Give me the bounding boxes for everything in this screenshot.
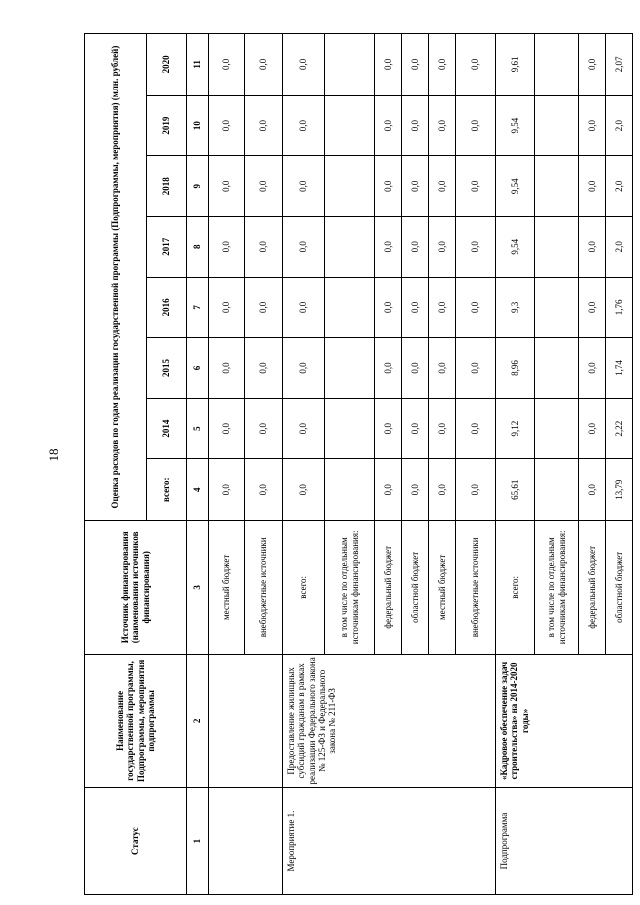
value-cell: 0,0 xyxy=(579,34,606,96)
source-cell: федеральный бюджет xyxy=(375,521,402,655)
value-cell: 0,0 xyxy=(245,459,283,521)
value-cell: 65,61 xyxy=(496,459,535,521)
header-year: 2018 xyxy=(147,156,187,217)
column-number: 11 xyxy=(187,34,209,96)
value-cell: 0,0 xyxy=(456,398,496,459)
value-cell: 9,61 xyxy=(496,34,535,96)
value-cell: 0,0 xyxy=(209,34,245,96)
value-cell: 0,0 xyxy=(375,459,402,521)
value-cell: 0,0 xyxy=(402,398,429,459)
source-cell: в том числе по отдельным источникам финансирования: xyxy=(325,521,375,655)
column-number: 3 xyxy=(187,521,209,655)
value-cell: 0,0 xyxy=(579,277,606,338)
value-cell: 0,0 xyxy=(579,216,606,277)
value-cell: 9,54 xyxy=(496,216,535,277)
table-row xyxy=(209,34,245,895)
header-year: 2016 xyxy=(147,277,187,338)
value-cell: 9,54 xyxy=(496,95,535,156)
value-cell: 0,0 xyxy=(456,95,496,156)
value-cell: 0,0 xyxy=(579,95,606,156)
value-cell: 0,0 xyxy=(209,277,245,338)
value-cell xyxy=(535,95,579,156)
value-cell: 0,0 xyxy=(375,216,402,277)
header-name: Наименование государственной программы, Подпрограммы, мероприятия подпрограммы xyxy=(85,654,187,788)
value-cell: 0,0 xyxy=(375,34,402,96)
table-row xyxy=(496,34,535,895)
value-cell xyxy=(535,156,579,217)
column-number: 10 xyxy=(187,95,209,156)
value-cell: 0,0 xyxy=(245,216,283,277)
value-cell: 9,12 xyxy=(496,398,535,459)
value-cell: 13,79 xyxy=(606,459,633,521)
value-cell: 0,0 xyxy=(579,338,606,399)
value-cell: 0,0 xyxy=(375,156,402,217)
value-cell: 0,0 xyxy=(429,459,456,521)
value-cell: 0,0 xyxy=(429,338,456,399)
value-cell: 0,0 xyxy=(245,338,283,399)
column-number: 9 xyxy=(187,156,209,217)
name-cell: «Кадровое обеспечение задач строительства» на 2014-2020 годы» xyxy=(496,654,633,788)
name-cell xyxy=(209,654,283,788)
value-cell: 0,0 xyxy=(245,95,283,156)
value-cell xyxy=(325,95,375,156)
value-cell: 0,0 xyxy=(245,156,283,217)
value-cell: 0,0 xyxy=(456,34,496,96)
value-cell: 0,0 xyxy=(375,398,402,459)
value-cell xyxy=(325,156,375,217)
value-cell xyxy=(325,277,375,338)
value-cell: 0,0 xyxy=(402,156,429,217)
status-cell: Подпрограмма xyxy=(496,788,633,895)
value-cell: 0,0 xyxy=(209,216,245,277)
value-cell: 0,0 xyxy=(429,216,456,277)
name-cell: Предоставление жилищных субсидий гражданам в рамках реализации Федерального закона № 125-ФЗ и Федерального закона № 211-ФЗ xyxy=(283,654,496,788)
column-number: 1 xyxy=(187,788,209,895)
value-cell: 0,0 xyxy=(245,34,283,96)
header-year: 2015 xyxy=(147,338,187,399)
source-cell: внебюджетные источники xyxy=(245,521,283,655)
value-cell xyxy=(325,34,375,96)
value-cell: 0,0 xyxy=(429,95,456,156)
table-body xyxy=(85,34,633,895)
source-cell: местный бюджет xyxy=(209,521,245,655)
table-row xyxy=(283,34,325,895)
value-cell: 0,0 xyxy=(283,398,325,459)
source-cell: местный бюджет xyxy=(429,521,456,655)
value-cell: 0,0 xyxy=(456,338,496,399)
value-cell: 0,0 xyxy=(245,398,283,459)
value-cell: 1,74 xyxy=(606,338,633,399)
value-cell: 2,22 xyxy=(606,398,633,459)
header-row-numbers xyxy=(187,34,209,895)
value-cell: 1,76 xyxy=(606,277,633,338)
value-cell: 0,0 xyxy=(283,34,325,96)
value-cell: 0,0 xyxy=(456,216,496,277)
value-cell: 0,0 xyxy=(402,95,429,156)
page-number: 18 xyxy=(46,448,61,462)
value-cell: 0,0 xyxy=(209,459,245,521)
budget-table-sheet xyxy=(84,33,624,895)
column-number: 7 xyxy=(187,277,209,338)
header-year: 2019 xyxy=(147,95,187,156)
value-cell: 2,0 xyxy=(606,216,633,277)
value-cell: 2,0 xyxy=(606,156,633,217)
value-cell: 0,0 xyxy=(429,398,456,459)
source-cell: в том числе по отдельным источникам финансирования: xyxy=(535,521,579,655)
header-year: 2017 xyxy=(147,216,187,277)
column-number: 2 xyxy=(187,654,209,788)
header-year: 2014 xyxy=(147,398,187,459)
value-cell: 9,3 xyxy=(496,277,535,338)
header-year: 2020 xyxy=(147,34,187,96)
status-cell xyxy=(209,788,283,895)
source-cell: всего: xyxy=(283,521,325,655)
source-cell: всего: xyxy=(496,521,535,655)
value-cell: 0,0 xyxy=(283,156,325,217)
value-cell: 0,0 xyxy=(402,338,429,399)
value-cell: 0,0 xyxy=(283,95,325,156)
value-cell xyxy=(535,216,579,277)
value-cell: 0,0 xyxy=(402,34,429,96)
column-number: 8 xyxy=(187,216,209,277)
value-cell xyxy=(325,459,375,521)
value-cell: 0,0 xyxy=(402,216,429,277)
value-cell xyxy=(325,216,375,277)
value-cell xyxy=(325,398,375,459)
value-cell: 0,0 xyxy=(283,277,325,338)
value-cell xyxy=(535,459,579,521)
value-cell xyxy=(535,277,579,338)
source-cell: областной бюджет xyxy=(606,521,633,655)
header-year: всего: xyxy=(147,459,187,521)
source-cell: областной бюджет xyxy=(402,521,429,655)
value-cell: 2,07 xyxy=(606,34,633,96)
header-source: Источник финансирования (наименования источников финансирования) xyxy=(85,521,187,655)
column-number: 6 xyxy=(187,338,209,399)
value-cell: 0,0 xyxy=(283,338,325,399)
value-cell: 0,0 xyxy=(456,459,496,521)
value-cell: 0,0 xyxy=(375,338,402,399)
budget-table xyxy=(84,33,633,895)
value-cell xyxy=(535,398,579,459)
source-cell: внебюджетные источники xyxy=(456,521,496,655)
value-cell: 0,0 xyxy=(283,459,325,521)
value-cell: 0,0 xyxy=(209,398,245,459)
value-cell: 0,0 xyxy=(402,277,429,338)
value-cell: 0,0 xyxy=(456,277,496,338)
value-cell: 0,0 xyxy=(429,156,456,217)
header-status: Статус xyxy=(85,788,187,895)
value-cell xyxy=(535,338,579,399)
source-cell: федеральный бюджет xyxy=(579,521,606,655)
value-cell: 0,0 xyxy=(402,459,429,521)
value-cell xyxy=(325,338,375,399)
value-cell: 0,0 xyxy=(579,459,606,521)
value-cell: 0,0 xyxy=(245,277,283,338)
value-cell: 0,0 xyxy=(429,277,456,338)
value-cell: 0,0 xyxy=(579,398,606,459)
value-cell: 0,0 xyxy=(375,95,402,156)
value-cell: 9,54 xyxy=(496,156,535,217)
column-number: 5 xyxy=(187,398,209,459)
value-cell: 8,96 xyxy=(496,338,535,399)
status-cell: Мероприятие 1. xyxy=(283,788,496,895)
value-cell: 0,0 xyxy=(209,338,245,399)
value-cell: 0,0 xyxy=(579,156,606,217)
value-cell: 0,0 xyxy=(209,95,245,156)
value-cell: 2,0 xyxy=(606,95,633,156)
column-number: 4 xyxy=(187,459,209,521)
header-estimate: Оценка расходов по годам реализации государственной программы (Подпрограммы, мероприятия) (млн. рублей) xyxy=(85,34,147,521)
value-cell: 0,0 xyxy=(283,216,325,277)
value-cell: 0,0 xyxy=(209,156,245,217)
header-row-top xyxy=(85,34,147,895)
value-cell: 0,0 xyxy=(429,34,456,96)
value-cell xyxy=(535,34,579,96)
value-cell: 0,0 xyxy=(375,277,402,338)
value-cell: 0,0 xyxy=(456,156,496,217)
